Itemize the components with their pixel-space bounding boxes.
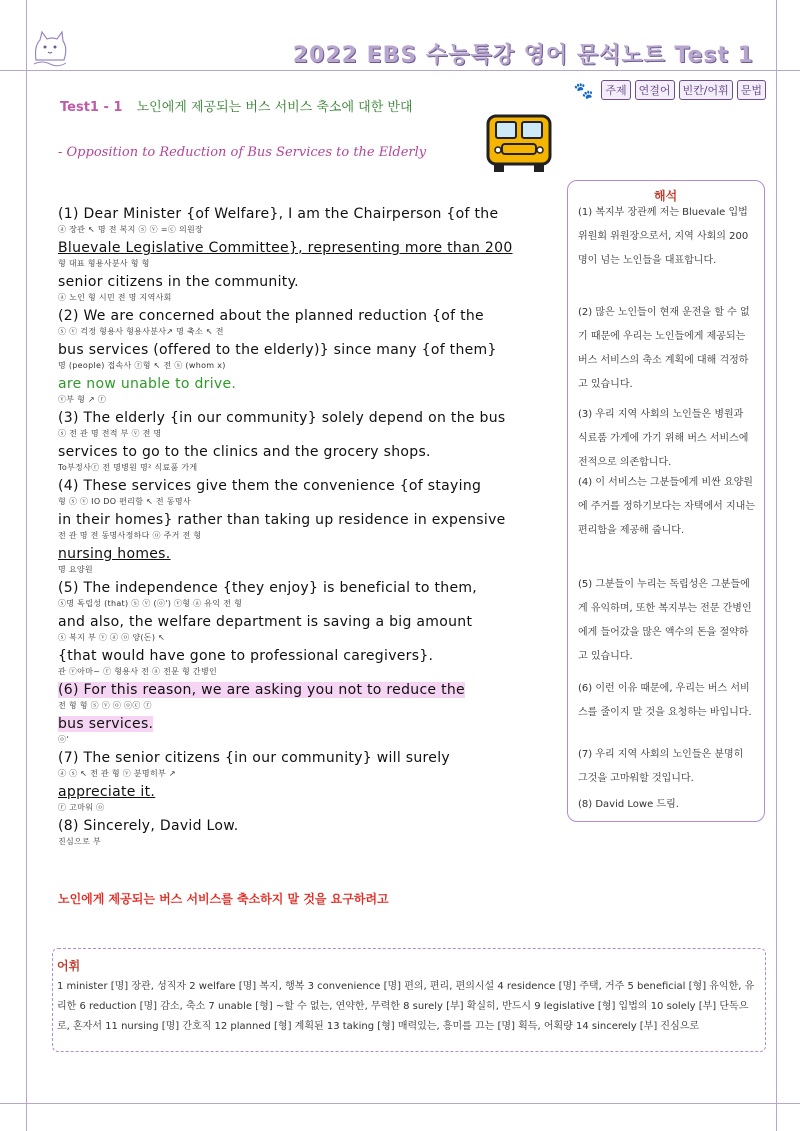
vocabulary-text: 1 minister [명] 장관, 성직자 2 welfare [명] 복지, 행복 3 convenience [명] 편의, 편리, 편의시설 4 residence [명] 주택, 거주 5 beneficial [형] 유익한, 유리한 6 reduction [명] 감소, 축소 7 unable [형] ~할 수 없는, 연약한, 무력한 8 surely [부] 확실히, 반드시 9 legislative [형] 입법의 10 solely [부] 단독으로, 혼자서 11 nursing [명] 간호직 12 planned [형] 계획된 13 taking [형] 매력있는, 흥미를 끄는 [명] 획득, 어획량 14 sincerely [부] 진심으로 xyxy=(57,981,755,1032)
purpose-statement: 노인에게 제공되는 버스 서비스를 축소하지 말 것을 요구하려고 xyxy=(58,892,389,906)
test-title-kr: 노인에게 제공되는 버스 서비스 축소에 대한 반대 xyxy=(136,100,413,115)
passage-text: senior citizens in the community. xyxy=(58,274,299,290)
translation-paragraph: (7) 우리 지역 사회의 노인들은 분명히 그것을 고마워할 것입니다. xyxy=(578,749,744,784)
passage-line xyxy=(58,714,518,748)
tag-topic: 주제 xyxy=(601,80,630,100)
passage-line xyxy=(58,442,518,476)
right-margin-line xyxy=(776,0,777,1131)
paw-icon: 🐾 xyxy=(573,80,594,100)
passage-text: (2) We are concerned about the planned reduction {of the xyxy=(58,308,484,324)
passage-text: (8) Sincerely, David Low. xyxy=(58,818,239,834)
passage-line xyxy=(58,646,518,680)
vocabulary-box xyxy=(52,948,766,1052)
header-divider xyxy=(0,70,800,71)
tag-connector: 연결어 xyxy=(635,80,675,100)
passage-notes: To부정사ⓡ 전 명병원 명² 식료품 가게 xyxy=(58,463,198,472)
passage-notes: ⓡ 고마워 ⓞ xyxy=(58,803,105,812)
passage-notes: 명 요양원 xyxy=(58,565,93,574)
tag-grammar: 문법 xyxy=(737,80,766,100)
passage-line xyxy=(58,578,518,612)
translation-paragraph: (5) 그분들이 누리는 독립성은 그분들에게 유익하며, 또한 복지부는 전문 간병인에게 들어갔을 많은 액수의 돈을 절약하고 있습니다. xyxy=(578,579,752,662)
passage-text: (1) Dear Minister {of Welfare}, I am the Chairperson {of the xyxy=(58,206,499,222)
passage-text: (5) The independence {they enjoy} is beneficial to them, xyxy=(58,580,478,596)
vocabulary-title: 어휘 xyxy=(57,959,81,973)
translation-paragraph: (2) 많은 노인들이 현재 운전을 할 수 없기 때문에 우리는 노인들에게 제공되는 버스 서비스의 축소 계획에 대해 걱정하고 있습니다. xyxy=(578,307,750,390)
passage-text: (6) For this reason, we are asking you not to reduce the xyxy=(58,682,465,698)
left-margin-line xyxy=(26,0,27,1131)
footer-divider xyxy=(0,1103,800,1104)
passage-line xyxy=(58,374,518,408)
passage-line xyxy=(58,782,518,816)
passage-text: nursing homes. xyxy=(58,546,171,562)
passage-line xyxy=(58,408,518,442)
tag-row xyxy=(573,80,766,100)
passage-text: services to go to the clinics and the grocery shops. xyxy=(58,444,431,460)
translation-panel xyxy=(567,180,765,822)
passage-notes: 전 형 형 ⓢ ⓥ ⓞ ⓞⓒ ⓡ xyxy=(58,701,152,710)
translation-paragraph: (6) 이런 이유 때문에, 우리는 버스 서비스를 줄이지 말 것을 요청하는 바입니다. xyxy=(578,683,752,718)
cat-logo-icon xyxy=(30,30,70,68)
school-bus-icon xyxy=(484,112,554,174)
passage-line xyxy=(58,612,518,646)
passage-text: bus services (offered to the elderly)} since many {of them} xyxy=(58,342,497,358)
translation-title: 해석 xyxy=(654,189,678,203)
passage-line xyxy=(58,306,518,340)
passage-text: (4) These services give them the convenience {of staying xyxy=(58,478,482,494)
passage-notes: ⓢ 전 관 명 전적 부 ⓥ 전 명 xyxy=(58,429,162,438)
passage-line xyxy=(58,748,518,782)
passage-notes: ⓥ부 형 ↗ ⓡ xyxy=(58,395,107,404)
passage-notes: ⓢ명 독립성 (that) ⓢ ⓥ (ⓞ') ⓥ형 ⓐ 유익 전 형 xyxy=(58,599,243,608)
passage-line xyxy=(58,544,518,578)
passage-notes: 전 관 명 전 동명사정하다 ⓞ 주거 전 형 xyxy=(58,531,202,540)
translation-paragraph: (1) 복지부 장관께 저는 Bluevale 입법 위원회 위원장으로서, 지역 사회의 200명이 넘는 노인들을 대표합니다. xyxy=(578,207,749,266)
passage-notes: 형 대표 형용사분사 형 형 xyxy=(58,259,150,268)
passage-notes: ⓢ ⓥ 걱정 형용사 형용사분사↗ 명 축소 ↖ 전 xyxy=(58,327,224,336)
passage-text: (3) The elderly {in our community} solely depend on the bus xyxy=(58,410,506,426)
passage-line xyxy=(58,272,518,306)
passage-line xyxy=(58,238,518,272)
translation-paragraph: (4) 이 서비스는 그분들에게 비싼 요양원에 주거를 정하기보다는 자택에서 지내는 편리함을 제공해 줍니다. xyxy=(578,477,755,536)
passage-text: in their homes} rather than taking up residence in expensive xyxy=(58,512,506,528)
translation-paragraph: (3) 우리 지역 사회의 노인들은 병원과 식료품 가게에 가기 위해 버스 서비스에 전적으로 의존합니다. xyxy=(578,409,749,468)
passage-line xyxy=(58,476,518,510)
passage-notes: ⓢ 복지 부 ⓥ ⓐ ⓞ 양(돈) ↖ xyxy=(58,633,166,642)
passage-text: appreciate it. xyxy=(58,784,156,800)
passage-line xyxy=(58,204,518,238)
passage-line xyxy=(58,340,518,374)
passage-notes: 진심으로 부 xyxy=(58,837,101,846)
passage-text: and also, the welfare department is saving a big amount xyxy=(58,614,473,630)
passage-notes: 관 ⓥ아마~ ⓡ 형용사 전 ⓐ 전문 형 간병인 xyxy=(58,667,218,676)
passage-notes: ⓐ 노인 형 시민 전 명 지역사회 xyxy=(58,293,172,302)
passage-notes: ⓐ 장관 ↖ 명 전 복지 ⓢ ⓥ =ⓒ 의원장 xyxy=(58,225,204,234)
test-title xyxy=(60,96,413,115)
passage-line xyxy=(58,680,518,714)
passage-text: (7) The senior citizens {in our community} will surely xyxy=(58,750,450,766)
passage-text: Bluevale Legislative Committee}, representing more than 200 xyxy=(58,240,513,256)
passage xyxy=(58,204,518,850)
passage-text: {that would have gone to professional caregivers}. xyxy=(58,648,434,664)
test-subtitle-en: - Opposition to Reduction of Bus Services to the Elderly xyxy=(58,145,427,160)
passage-text: bus services. xyxy=(58,716,154,732)
translation-paragraph: (8) David Lowe 드림. xyxy=(578,799,679,810)
passage-notes: ⓐ ⓢ ↖ 전 관 형 ⓥ 분명히부 ↗ xyxy=(58,769,176,778)
passage-text: are now unable to drive. xyxy=(58,376,237,392)
passage-line xyxy=(58,816,518,850)
passage-notes: 명 (people) 접속사 ⓡ형 ↖ 전 ⓢ (whom x) xyxy=(58,361,226,370)
passage-notes: ⓞ' xyxy=(58,735,69,744)
header-title: 2022 EBS 수능특강 영어 문석노트 Test 1 xyxy=(292,43,754,68)
test-number: Test1 - 1 xyxy=(60,100,123,115)
passage-line xyxy=(58,510,518,544)
tag-blank-vocab: 빈칸/어휘 xyxy=(679,80,733,100)
passage-notes: 형 ⓢ ⓥ IO DO 편리함 ↖ 전 동명사 xyxy=(58,497,191,506)
